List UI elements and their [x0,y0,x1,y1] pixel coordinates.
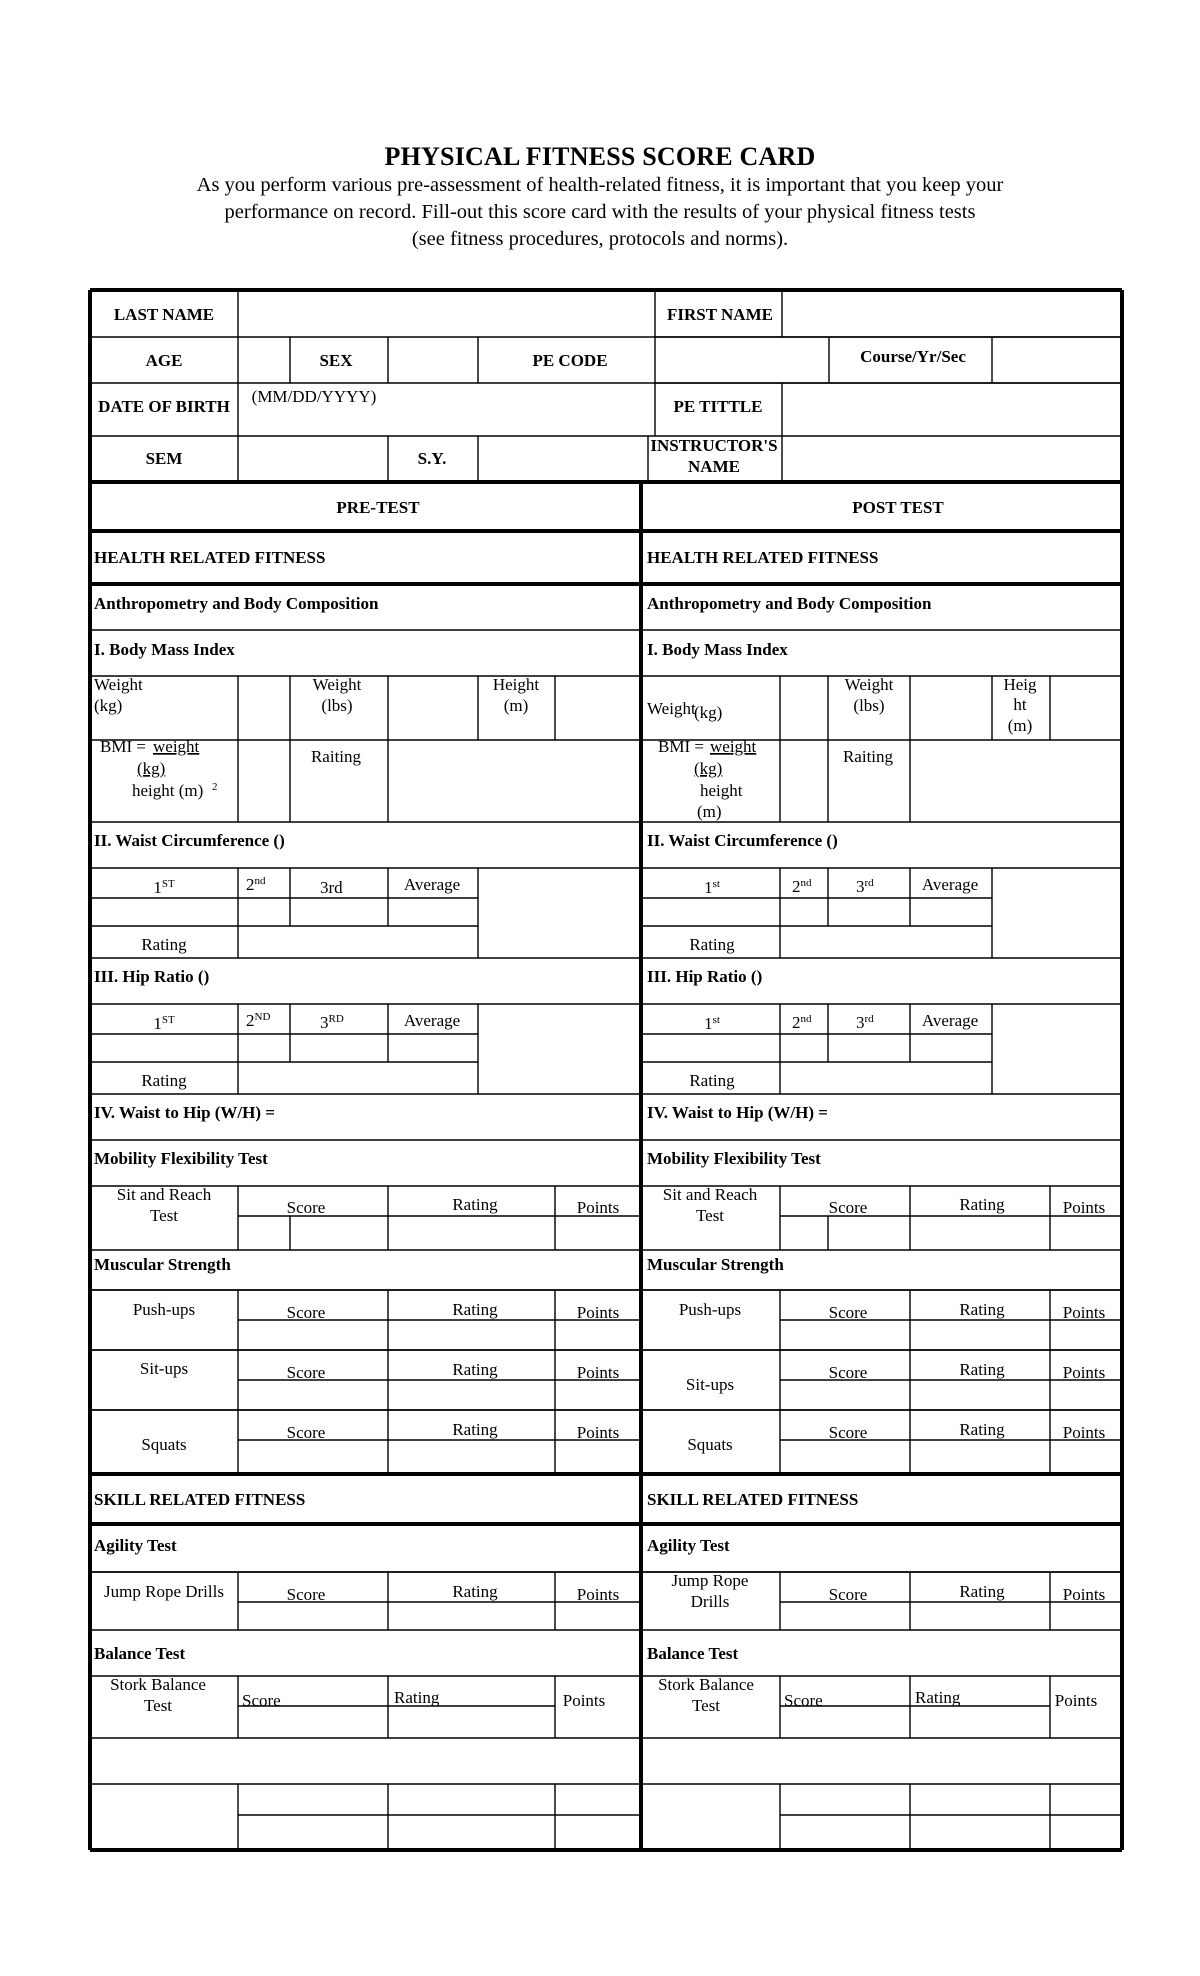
height-unit: (m) [503,696,529,715]
rating-label: Rating [689,1071,735,1090]
test-name-label: Test [149,1206,179,1225]
points-label: Points [576,1585,620,1604]
score-label: Score [286,1198,326,1217]
rating-label: Rating [959,1582,1005,1601]
height-label: Heig [1003,675,1037,694]
section-heading: Muscular Strength [94,1255,231,1274]
test-name-label: Test [695,1206,725,1225]
test-name-label: Sit-ups [685,1375,735,1394]
points-label: Points [1054,1691,1098,1710]
page-title: PHYSICAL FITNESS SCORE CARD [384,142,816,171]
test-name-label: Sit and Reach [116,1185,212,1204]
weight-label: Weight [647,699,696,718]
bmi-formula: height (m) [132,781,204,800]
points-label: Points [1062,1363,1106,1382]
test-name-label: Stork Balance [110,1675,206,1694]
score-label: Score [242,1691,281,1710]
third-reading-label: 3rd [320,878,343,897]
rating-label: Rating [959,1420,1005,1439]
height-label: Height [492,675,540,694]
section-heading: Muscular Strength [647,1255,784,1274]
section-heading: Mobility Flexibility Test [94,1149,268,1168]
rating-label: Raiting [842,747,894,766]
height-label: ht [1013,695,1027,714]
rating-label: Rating [452,1582,498,1601]
section-heading: Balance Test [94,1644,186,1663]
section-heading: HEALTH RELATED FITNESS [647,548,879,567]
second-reading-label: 2nd [792,1013,812,1032]
weight-label: Weight [94,675,143,694]
pe-code-label: PE CODE [532,351,608,370]
section-heading: II. Waist Circumference () [647,831,838,850]
weight-label: Weight [312,675,362,694]
section-heading: I. Body Mass Index [94,640,235,659]
second-reading-label: 2nd [246,875,266,894]
age-label: AGE [145,351,183,370]
bmi-formula: (m) [697,802,722,821]
sex-label: SEX [319,351,353,370]
average-label: Average [403,875,461,894]
bmi-formula: (kg) [137,759,166,778]
weight-label: Weight [844,675,894,694]
score-label: Score [828,1198,868,1217]
average-label: Average [403,1011,461,1030]
third-reading-label: 3rd [856,1013,874,1032]
first-reading-label: 1st [704,878,720,897]
test-name-label: Drills [690,1592,730,1611]
section-heading: Anthropometry and Body Composition [94,594,379,613]
third-reading-label: 3RD [320,1013,344,1032]
rating-label: Rating [959,1300,1005,1319]
rating-label: Rating [452,1360,498,1379]
weight-unit: (lbs) [321,696,353,715]
second-reading-label: 2ND [246,1011,271,1030]
test-name-label: Push-ups [678,1300,742,1319]
average-label: Average [921,875,979,894]
points-label: Points [576,1303,620,1322]
pre-test-heading: PRE-TEST [336,498,420,517]
intro-line-3: (see fitness procedures, protocols and norms). [411,228,789,250]
score-label: Score [286,1585,326,1604]
school-year-label: S.Y. [417,449,447,468]
test-name-label: Sit and Reach [662,1185,758,1204]
first-name-label: FIRST NAME [667,305,773,324]
date-of-birth-label: DATE OF BIRTH [98,397,230,416]
post-test-heading: POST TEST [852,498,944,517]
score-label: Score [286,1303,326,1322]
test-name-label: Squats [687,1435,733,1454]
bmi-formula: BMI = [658,737,704,756]
score-label: Score [828,1363,868,1382]
points-label: Points [576,1198,620,1217]
section-heading: SKILL RELATED FITNESS [94,1490,306,1509]
test-name-label: Push-ups [132,1300,196,1319]
rating-label: Rating [959,1195,1005,1214]
section-heading: Agility Test [94,1536,177,1555]
test-name-label: Jump Rope [671,1571,749,1590]
last-name-label: LAST NAME [113,305,215,324]
instructor-label: INSTRUCTOR'S [650,436,778,455]
section-heading: III. Hip Ratio () [94,967,210,986]
rating-label: Rating [452,1420,498,1439]
second-reading-label: 2nd [792,877,812,896]
section-heading: Mobility Flexibility Test [647,1149,821,1168]
score-label: Score [828,1585,868,1604]
points-label: Points [1062,1423,1106,1442]
sem-label: SEM [145,449,183,468]
test-name-label: Stork Balance [658,1675,754,1694]
bmi-formula: (kg) [694,759,723,778]
bmi-formula: weight [710,737,757,756]
first-reading-label: 1ST [153,878,175,897]
instructor-label: NAME [688,457,740,476]
course-label: Course/Yr/Sec [860,347,966,366]
date-format-hint: (MM/DD/YYYY) [251,387,377,406]
average-label: Average [921,1011,979,1030]
test-name-label: Jump Rope Drills [104,1582,224,1601]
section-heading: Anthropometry and Body Composition [647,594,932,613]
test-name-label: Test [143,1696,173,1715]
rating-label: Rating [394,1688,440,1707]
intro-line-1: As you perform various pre-assessment of health-related fitness, it is important that you keep your [196,174,1004,196]
points-label: Points [1062,1198,1106,1217]
weight-unit: (kg) [694,703,723,722]
third-reading-label: 3rd [856,877,874,896]
first-reading-label: 1ST [153,1014,175,1033]
height-unit: (m) [1007,716,1033,735]
section-heading: IV. Waist to Hip (W/H) = [94,1103,275,1122]
points-label: Points [562,1691,606,1710]
bmi-formula: height [700,781,743,800]
weight-unit: (kg) [94,696,123,715]
bmi-formula: BMI = [100,737,146,756]
score-label: Score [828,1303,868,1322]
rating-label: Raiting [310,747,362,766]
rating-label: Rating [959,1360,1005,1379]
bmi-formula: 2 [212,781,218,793]
score-label: Score [784,1691,823,1710]
intro-line-2: performance on record. Fill-out this score card with the results of your physical fitness tests [224,201,976,223]
score-label: Score [286,1363,326,1382]
first-reading-label: 1st [704,1014,720,1033]
score-label: Score [828,1423,868,1442]
weight-unit: (lbs) [853,696,885,715]
rating-label: Rating [141,1071,187,1090]
points-label: Points [1062,1303,1106,1322]
section-heading: Balance Test [647,1644,739,1663]
bmi-formula: weight [153,737,200,756]
rating-label: Rating [689,935,735,954]
rating-label: Rating [915,1688,961,1707]
points-label: Points [1062,1585,1106,1604]
points-label: Points [576,1363,620,1382]
section-heading: Agility Test [647,1536,730,1555]
section-heading: II. Waist Circumference () [94,831,285,850]
rating-label: Rating [141,935,187,954]
test-name-label: Sit-ups [139,1359,189,1378]
section-heading: III. Hip Ratio () [647,967,763,986]
rating-label: Rating [452,1195,498,1214]
rating-label: Rating [452,1300,498,1319]
test-name-label: Squats [141,1435,187,1454]
test-name-label: Test [691,1696,721,1715]
section-heading: SKILL RELATED FITNESS [647,1490,859,1509]
section-heading: IV. Waist to Hip (W/H) = [647,1103,828,1122]
section-heading: I. Body Mass Index [647,640,788,659]
score-label: Score [286,1423,326,1442]
pe-title-label: PE TITTLE [673,397,763,416]
section-heading: HEALTH RELATED FITNESS [94,548,326,567]
points-label: Points [576,1423,620,1442]
